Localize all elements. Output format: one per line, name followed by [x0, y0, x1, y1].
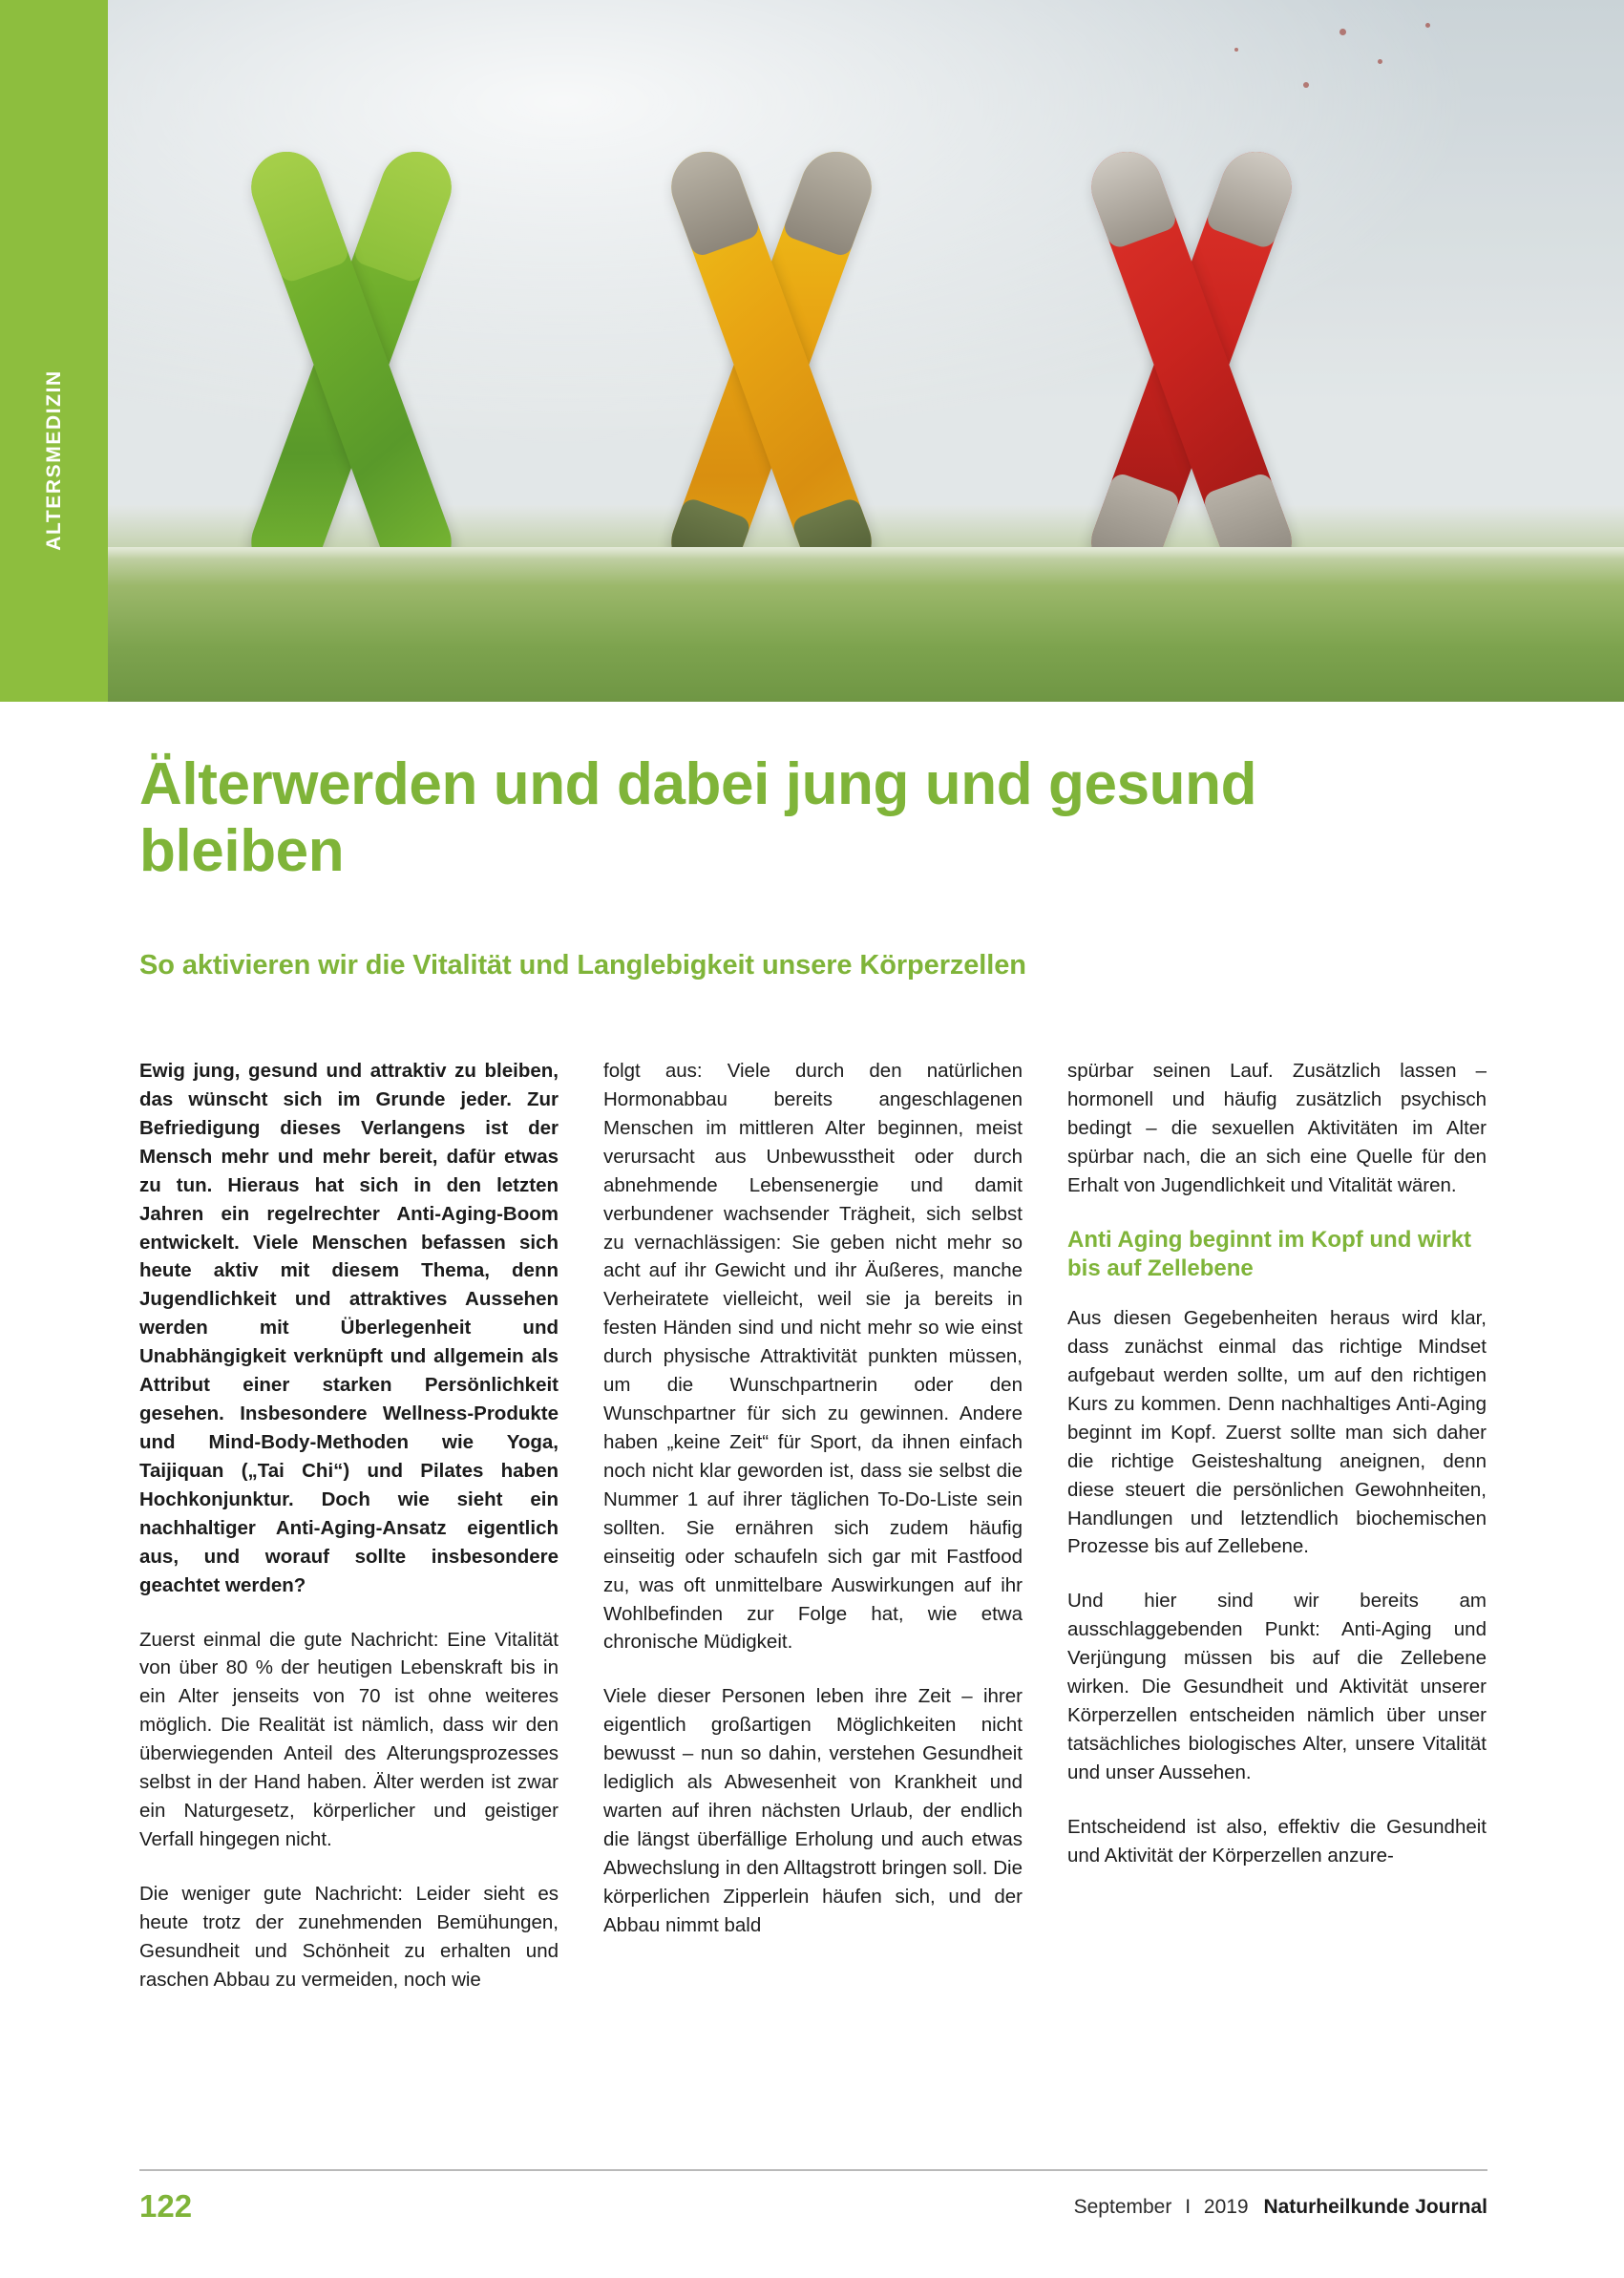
footer-separator: I — [1185, 2196, 1192, 2218]
article-column-2 — [603, 1057, 1023, 2020]
chromosome-green — [232, 140, 471, 589]
page-subtitle: So aktivieren wir die Vitalität und Langlebigkeit unsere Körperzellen — [139, 950, 1026, 981]
paragraph: Viele dieser Personen leben ihre Zeit – ihrer eigentlich großartigen Möglichkeiten nicht bewusst – nun so dahin, verstehen Gesundheit lediglich als Abwesenheit von Krankheit und warten auf ihren nächsten Urlaub, der endlich die längst überfällige Erholung und auch etwas Abwechslung in den Alltagstrott bringen soll. Die körperlichen Zipperlein häufen sich, und der Abbau nimmt bald — [603, 1685, 1023, 1936]
dust-particle — [1425, 23, 1430, 28]
footer-journal-name: Naturheilkunde Journal — [1263, 2196, 1487, 2218]
paragraph: Und hier sind wir bereits am ausschlaggebenden Punkt: Anti-Aging und Verjüngung müssen bis auf die Zellebene wirken. Die Gesundheit und Aktivität unserer Körperzellen entscheiden nämlich über unser tatsächliches biologisches Alter, unsere Vitalität und unser Aussehen. — [1067, 1590, 1487, 1783]
dust-particle — [1234, 48, 1238, 52]
category-label: ALTERSMEDIZIN — [42, 369, 65, 551]
category-sidebar — [0, 0, 108, 702]
dust-particle — [1303, 82, 1309, 88]
paragraph: Aus diesen Gegebenheiten heraus wird klar, dass zunächst einmal das richtige Mindset aufgebaut werden sollte, um auf den richtigen Kurs zu kommen. Denn nachhaltiges Anti-Aging beginnt im Kopf. Zuerst sollte man sich daher die richtige Geisteshaltung aneignen, denn diese steuert die persönlichen Gewohnheiten, Handlungen und letztendlich biochemischen Prozesse bis auf Zellebene. — [1067, 1307, 1487, 1558]
hero-ground — [108, 547, 1624, 702]
footer-issue-info — [1074, 2196, 1487, 2219]
footer-year: 2019 — [1203, 2196, 1249, 2218]
footer-month: September — [1073, 2196, 1172, 2218]
article-column-1 — [139, 1057, 559, 2020]
article-column-3 — [1067, 1057, 1487, 2020]
paragraph-lead: Ewig jung, gesund und attraktiv zu bleiben, das wünscht sich im Grunde jeder. Zur Befriedigung dieses Verlangens ist der Mensch mehr und mehr bereit, dafür etwas zu tun. Hieraus hat sich in den letzten Jahren ein regelrechter Anti-Aging-Boom entwickelt. Viele Menschen befassen sich heute aktiv mit diesem Thema, denn Jugendlichkeit und attraktives Aussehen werden mit Überlegenheit und Unabhängigkeit verknüpft und allgemein als Attribut einer starken Persönlichkeit gesehen. Insbesondere Wellness-Produkte und Mind-Body-Methoden wie Yoga, Taijiquan („Tai Chi“) und Pilates haben Hochkonjunktur. Doch wie sieht ein nachhaltiger Anti-Aging-Ansatz eigentlich aus, und worauf sollte insbesondere geachtet werden? — [139, 1060, 559, 1596]
page-footer — [0, 2163, 1624, 2278]
paragraph: Die weniger gute Nachricht: Leider sieht es heute trotz der zunehmenden Bemühungen, Gesundheit und Schönheit zu erhalten und raschen Abbau zu vermeiden, noch wie — [139, 1882, 559, 1991]
footer-divider — [139, 2169, 1487, 2171]
article-content — [0, 702, 1624, 2278]
paragraph: Entscheidend ist also, effektiv die Gesundheit und Aktivität der Körperzellen anzure- — [1067, 1815, 1487, 1867]
chromosome-yellow — [652, 140, 891, 589]
chromosome-red — [1072, 140, 1311, 589]
dust-particle — [1339, 29, 1346, 35]
paragraph: spürbar seinen Lauf. Zusätzlich lassen – hormonell und häufig zusätzlich psychisch bedingt – die sexuellen Aktivitäten im Alter spürbar nach, die an sich eine Quelle für den Erhalt von Jugendlichkeit und Vitalität wären. — [1067, 1060, 1487, 1196]
paragraph: Zuerst einmal die gute Nachricht: Eine Vitalität von über 80 % der heutigen Lebenskraft bis in ein Alter jenseits von 70 ist ohne weiteres möglich. Die Realität ist nämlich, dass wir den überwiegenden Anteil des Alterungsprozesses selbst in der Hand haben. Älter werden ist zwar ein Naturgesetz, körperlicher und geistiger Verfall hingegen nicht. — [139, 1628, 559, 1850]
hero-image — [108, 0, 1624, 702]
paragraph: folgt aus: Viele durch den natürlichen Hormonabbau bereits angeschlagenen Menschen im mittleren Alter beginnen, meist verursacht aus Unbewusstheit oder durch abnehmende Lebensenergie und damit verbundener wachsender Trägheit, sich selbst zu vernachlässigen: Sie geben nicht mehr so acht auf ihr Gewicht und ihr Äußeres, manche Verheiratete vielleicht, weil sie ja bereits in festen Händen sind und nicht mehr so wie einst durch physische Attraktivität punkten müssen, um die Wunschpartnerin oder den Wunschpartner für sich zu gewinnen. Andere haben „keine Zeit“ für Sport, da ihnen einfach noch nicht klar geworden ist, dass sie selbst die Nummer 1 auf ihrer täglichen To-Do-Liste sein sollten. Sie ernähren sich zudem häufig einseitig oder schaufeln sich gar mit Fastfood zu, was oft unmittelbare Auswirkungen auf ihr Wohlbefinden zur Folge hat, wie etwa chronische Müdigkeit. — [603, 1060, 1023, 1654]
page-title: Älterwerden und dabei jung und gesund bleiben — [139, 751, 1257, 885]
article-columns — [139, 1057, 1487, 2020]
page-number: 122 — [139, 2188, 193, 2224]
section-heading: Anti Aging beginnt im Kopf und wirkt bis auf Zellebene — [1067, 1226, 1472, 1281]
dust-particle — [1378, 59, 1382, 64]
